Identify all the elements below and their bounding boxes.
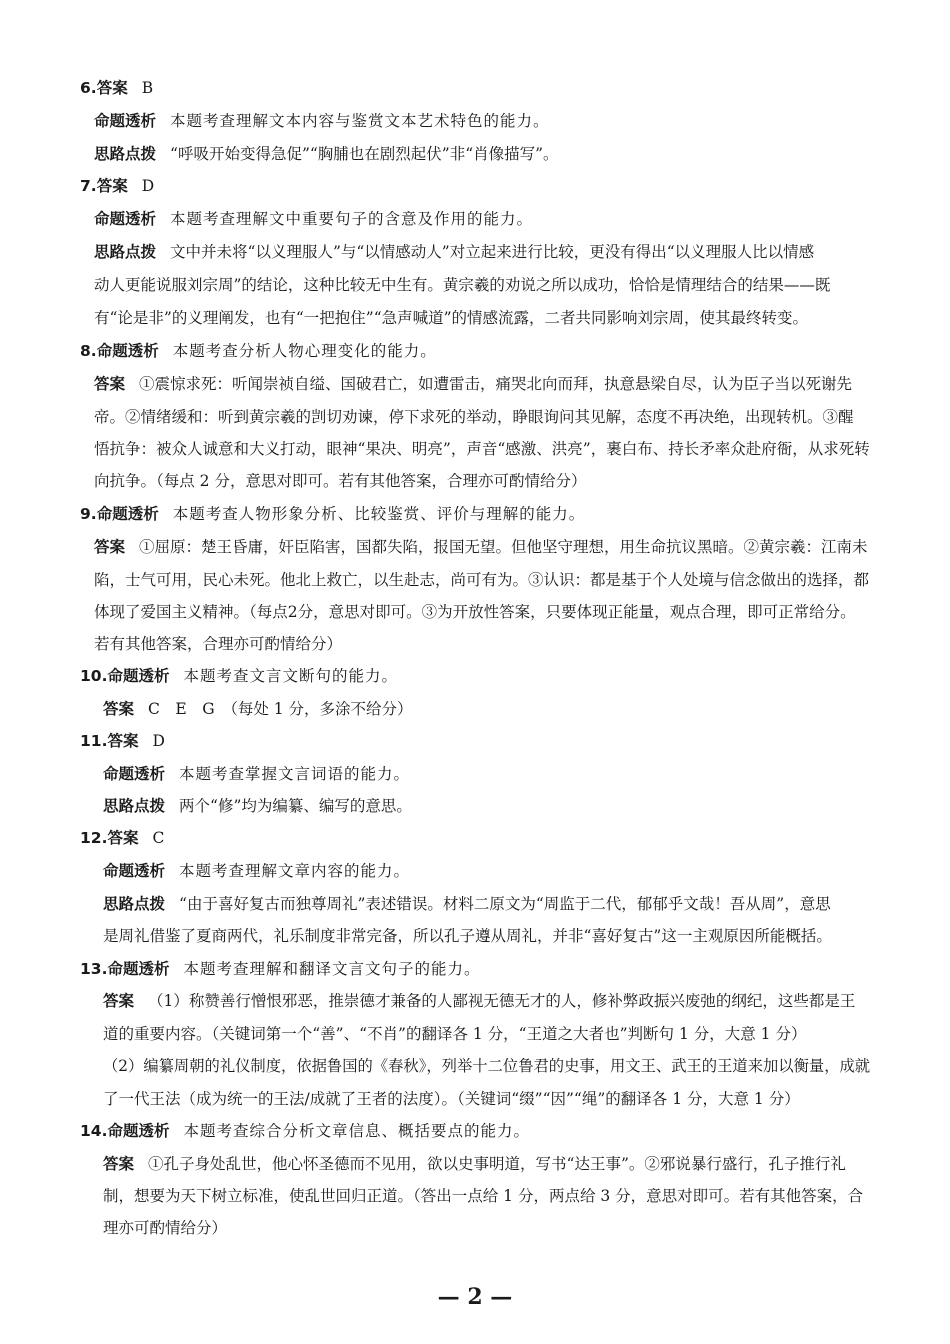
q9-answer-label: 答案 [94,538,126,556]
q14-analysis: 本题考查综合分析文章信息、概括要点的能力。 [183,1122,530,1140]
q6-answer-line [80,76,153,100]
q10-analysis-label: 命题透析 [107,667,170,685]
q6-hint-line [94,142,559,166]
q11-analysis: 本题考查掌握文言词语的能力。 [179,765,411,783]
q6-analysis-label: 命题透析 [94,112,157,130]
q13-analysis-line [80,957,481,981]
q7-answer-line [80,174,154,198]
q12-answer-label: 答案 [107,829,139,847]
q12-answer: C [152,829,165,847]
q13-analysis-label: 命题透析 [107,960,170,978]
q10-answer-label: 答案 [103,700,135,718]
q11-analysis-line [103,762,410,786]
q13-answer-text: 道的重要内容。（关键词第一个“善”、“不肖”的翻译各 1 分，“王道之大者也”判断句 1 分，大意 1 分） [103,1025,807,1043]
q10-answer: C E G （每处 1 分，多涂不给分） [148,700,413,718]
q7-analysis: 本题考查理解文中重要句子的含意及作用的能力。 [170,210,534,228]
q8-analysis-line [80,339,437,363]
q7-hint-text: 动人更能说服刘宗周”的结论，这种比较无中生有。黄宗羲的劝说之所以成功，恰恰是情理结合的结果——既 [94,276,831,294]
q11-hint-label: 思路点拨 [103,797,166,815]
q9-analysis-label: 命题透析 [96,505,159,523]
q9-analysis: 本题考查人物形象分析、比较鉴赏、评价与理解的能力。 [172,505,586,523]
q11-answer-line [80,729,165,753]
q7-analysis-line [94,207,533,231]
q13-answer-text: （1）称赞善行憎恨邪恶，推崇德才兼备的人鄙视无德无才的人，修补弊政振兴废弛的纲纪，这些都是王 [148,992,856,1010]
q8-answer-label: 答案 [94,375,126,393]
q13-analysis: 本题考查理解和翻译文言文句子的能力。 [183,960,481,978]
q9-answer-text: 陷，士气可用，民心未死。他北上救亡，以生赴志，尚可有为。③认识：都是基于个人处境与信念做出的选择，都 [94,571,870,589]
q11-analysis-label: 命题透析 [103,765,166,783]
q9-answer-text: 体现了爱国主义精神。（每点2分，意思对即可。③为开放性答案，只要体现正能量，观点合理，即可正常给分。 [94,603,856,621]
q13-number: 13. [80,960,108,978]
q10-analysis-line [80,664,398,688]
q14-answer-line [103,1152,846,1176]
q14-answer-label: 答案 [103,1155,135,1173]
q11-number: 11. [80,732,108,750]
q6-answer-label: 答案 [96,79,128,97]
q7-answer-label: 答案 [96,177,128,195]
q7-analysis-label: 命题透析 [94,210,157,228]
q12-analysis-label: 命题透析 [103,862,166,880]
q14-answer-text: 制，想要为天下树立标准，使乱世回归正道。（答出一点给 1 分，两点给 3 分，意思对即可。若有其他答案，合 [103,1187,864,1205]
q14-answer-text: ①孔子身处乱世，他心怀圣德而不见用，欲以史事明道，写书“达王事”。②邪说暴行盛行，孔子推行礼 [148,1155,846,1173]
q6-number: 6. [80,79,97,97]
q13-answer-text: 了一代王法（成为统一的王法/成就了王者的法度）。（关键词“缀”“因”“绳”的翻译各 1 分，大意 1 分） [103,1090,800,1108]
q10-number: 10. [80,667,108,685]
page-number: — 2 — [437,1284,513,1310]
q7-hint-line [94,240,814,264]
q13-answer-text: （2）编纂周朝的礼仪制度，依据鲁国的《春秋》，列举十二位鲁君的史事，用文王、武王的王道来加以衡量，成就 [103,1057,871,1075]
q9-analysis-line [80,502,585,526]
q13-answer-line [103,989,855,1013]
q6-hint: “呼吸开始变得急促”“胸脯也在剧烈起伏”非“肖像描写”。 [170,145,559,163]
q11-answer: D [152,732,165,750]
q11-hint-line [103,794,412,818]
q9-answer-line [94,535,868,559]
q12-analysis: 本题考查理解文章内容的能力。 [179,862,411,880]
q14-number: 14. [80,1122,108,1140]
q14-analysis-label: 命题透析 [107,1122,170,1140]
q8-answer-line [94,372,852,396]
q8-analysis: 本题考查分析人物心理变化的能力。 [172,342,437,360]
q12-hint-text: “由于喜好复古而独尊周礼”表述错误。材料二原文为“周监于二代，郁郁乎文哉！吾从周”，意思 [179,895,831,913]
q10-analysis: 本题考查文言文断句的能力。 [183,667,398,685]
q8-answer-text: 向抗争。（每点 2 分，意思对即可。若有其他答案，合理亦可酌情给分） [94,472,587,490]
q6-analysis-line [94,109,550,133]
q12-answer-line [80,826,164,850]
q6-answer: B [141,79,154,97]
q12-analysis-line [103,859,410,883]
q11-answer-label: 答案 [107,732,139,750]
q9-number: 9. [80,505,97,523]
q14-analysis-line [80,1119,530,1143]
q12-number: 12. [80,829,108,847]
q7-hint-text: 文中并未将“以义理服人”与“以情感动人”对立起来进行比较，更没有得出“以义理服人比以情感 [170,243,815,261]
q13-answer-label: 答案 [103,992,135,1010]
q8-analysis-label: 命题透析 [96,342,159,360]
q14-answer-text: 理亦可酌情给分） [103,1219,228,1237]
q11-hint: 两个“修”均为编纂、编写的意思。 [179,797,412,815]
q12-hint-line [103,892,831,916]
q9-answer-text: 若有其他答案，合理亦可酌情给分） [94,635,343,653]
q7-answer: D [141,177,155,195]
q8-answer-text: 帝。②情绪缓和：听到黄宗羲的剀切劝谏，停下求死的举动，睁眼询问其见解，态度不再决绝，出现转机。③醒 [94,408,854,426]
q8-answer-text: ①震惊求死：听闻崇祯自缢、国破君亡，如遭雷击，痛哭北向而拜，执意悬梁自尽，认为臣子当以死谢先 [139,375,853,393]
q10-answer-line [103,697,413,721]
q6-hint-label: 思路点拨 [94,145,157,163]
q7-hint-text: 有“论是非”的义理阐发，也有“一把抱住”“急声喊道”的情感流露，二者共同影响刘宗周，使其最终转变。 [94,309,809,327]
q7-number: 7. [80,177,97,195]
q12-hint-text: 是周礼借鉴了夏商两代，礼乐制度非常完备，所以孔子遵从周礼，并非“喜好复古”这一主观原因所能概括。 [103,927,832,945]
q12-hint-label: 思路点拨 [103,895,166,913]
q7-hint-label: 思路点拨 [94,243,157,261]
q8-answer-text: 悟抗争：被众人诚意和大义打动，眼神“果决、明亮”，声音“感激、洪亮”，裹白布、持长矛率众赴府衙，从求死转 [94,440,870,458]
q9-answer-text: ①屈原：楚王昏庸，奸臣陷害，国都失陷，报国无望。但他坚守理想，用生命抗议黑暗。②黄宗羲：江南未 [139,538,868,556]
q6-analysis: 本题考查理解文本内容与鉴赏文本艺术特色的能力。 [170,112,550,130]
q8-number: 8. [80,342,97,360]
